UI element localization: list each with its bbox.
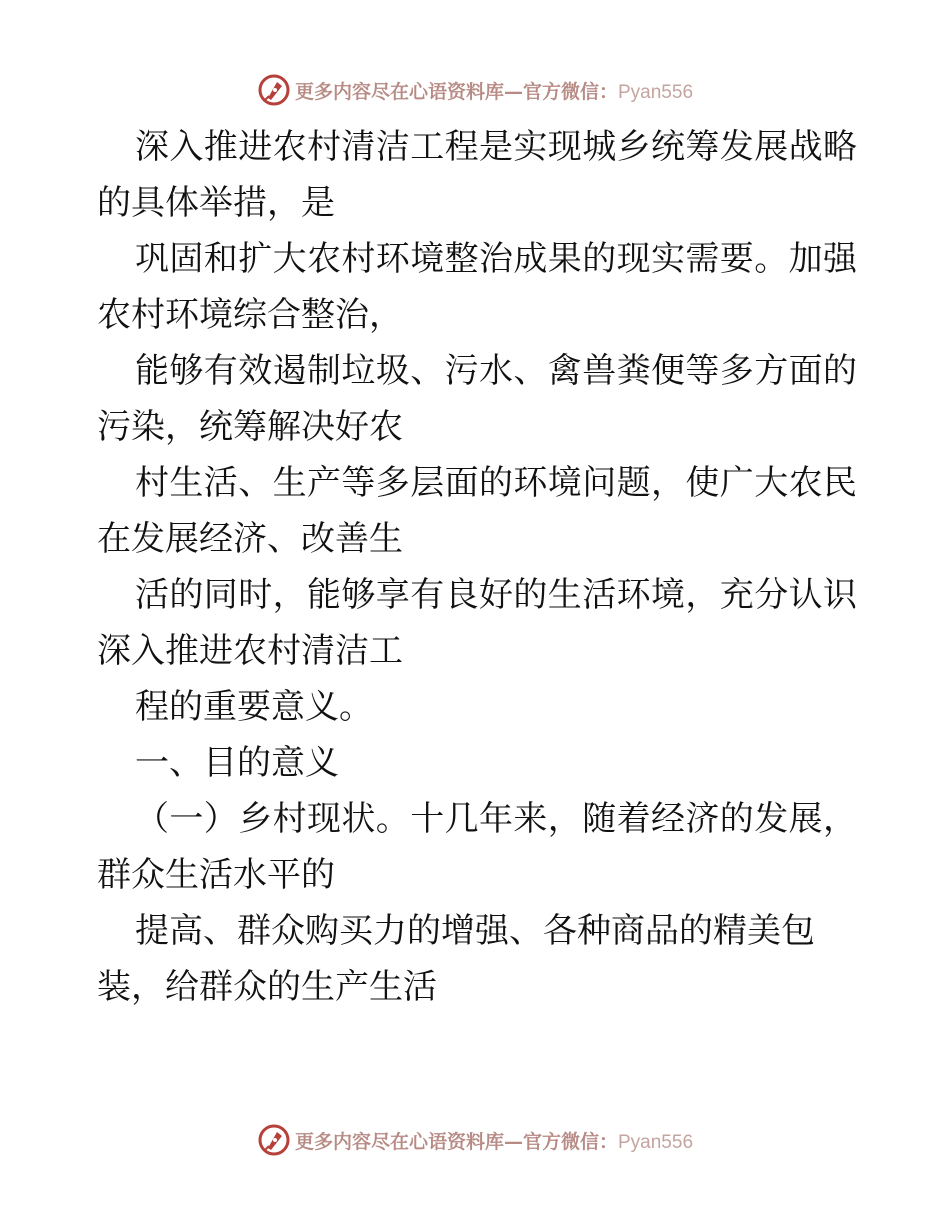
paragraph-line: （一）乡村现状。十几年来，随着经济的发展， (135, 799, 857, 839)
section-heading: 一、目的意义 (135, 743, 339, 783)
pen-nib-circle-icon (257, 73, 291, 107)
pen-nib-circle-icon (257, 1123, 291, 1157)
watermark-dash: — (503, 80, 523, 103)
paragraph-line: 巩固和扩大农村环境整治成果的现实需要。加强 (135, 239, 857, 279)
paragraph-line: 装，给群众的生产生活 (97, 967, 437, 1007)
paragraph-line: 深入推进农村清洁工 (97, 631, 403, 671)
watermark-brand: 更多内容尽在心语资料库 (294, 1130, 504, 1153)
paragraph-line: 村生活、生产等多层面的环境问题，使广大农民 (135, 463, 857, 503)
paragraph-line: 的具体举措，是 (97, 183, 335, 223)
paragraph-line: 在发展经济、改善生 (97, 519, 403, 559)
watermark-text (295, 77, 693, 104)
paragraph-line: 污染，统筹解决好农 (97, 407, 403, 447)
watermark-text (295, 1127, 693, 1154)
watermark-channel: 官方微信： (522, 80, 618, 103)
watermark-id: Pyan556 (618, 81, 694, 103)
paragraph-line: 程的重要意义。 (135, 687, 373, 727)
paragraph-line: 能够有效遏制垃圾、污水、禽兽粪便等多方面的 (135, 351, 857, 391)
watermark-dash: — (503, 1130, 523, 1153)
paragraph-line: 群众生活水平的 (97, 855, 335, 895)
body-text (97, 119, 857, 1015)
paragraph-line: 农村环境综合整治， (97, 295, 403, 335)
paragraph-line: 提高、群众购买力的增强、各种商品的精美包 (135, 911, 815, 951)
footer-watermark (0, 1120, 950, 1160)
watermark-id: Pyan556 (618, 1131, 694, 1153)
watermark-channel: 官方微信： (522, 1130, 618, 1153)
paragraph-line: 深入推进农村清洁工程是实现城乡统筹发展战略 (135, 127, 857, 167)
header-watermark (0, 70, 950, 110)
watermark-brand: 更多内容尽在心语资料库 (294, 80, 504, 103)
paragraph-line: 活的同时，能够享有良好的生活环境，充分认识 (135, 575, 857, 615)
